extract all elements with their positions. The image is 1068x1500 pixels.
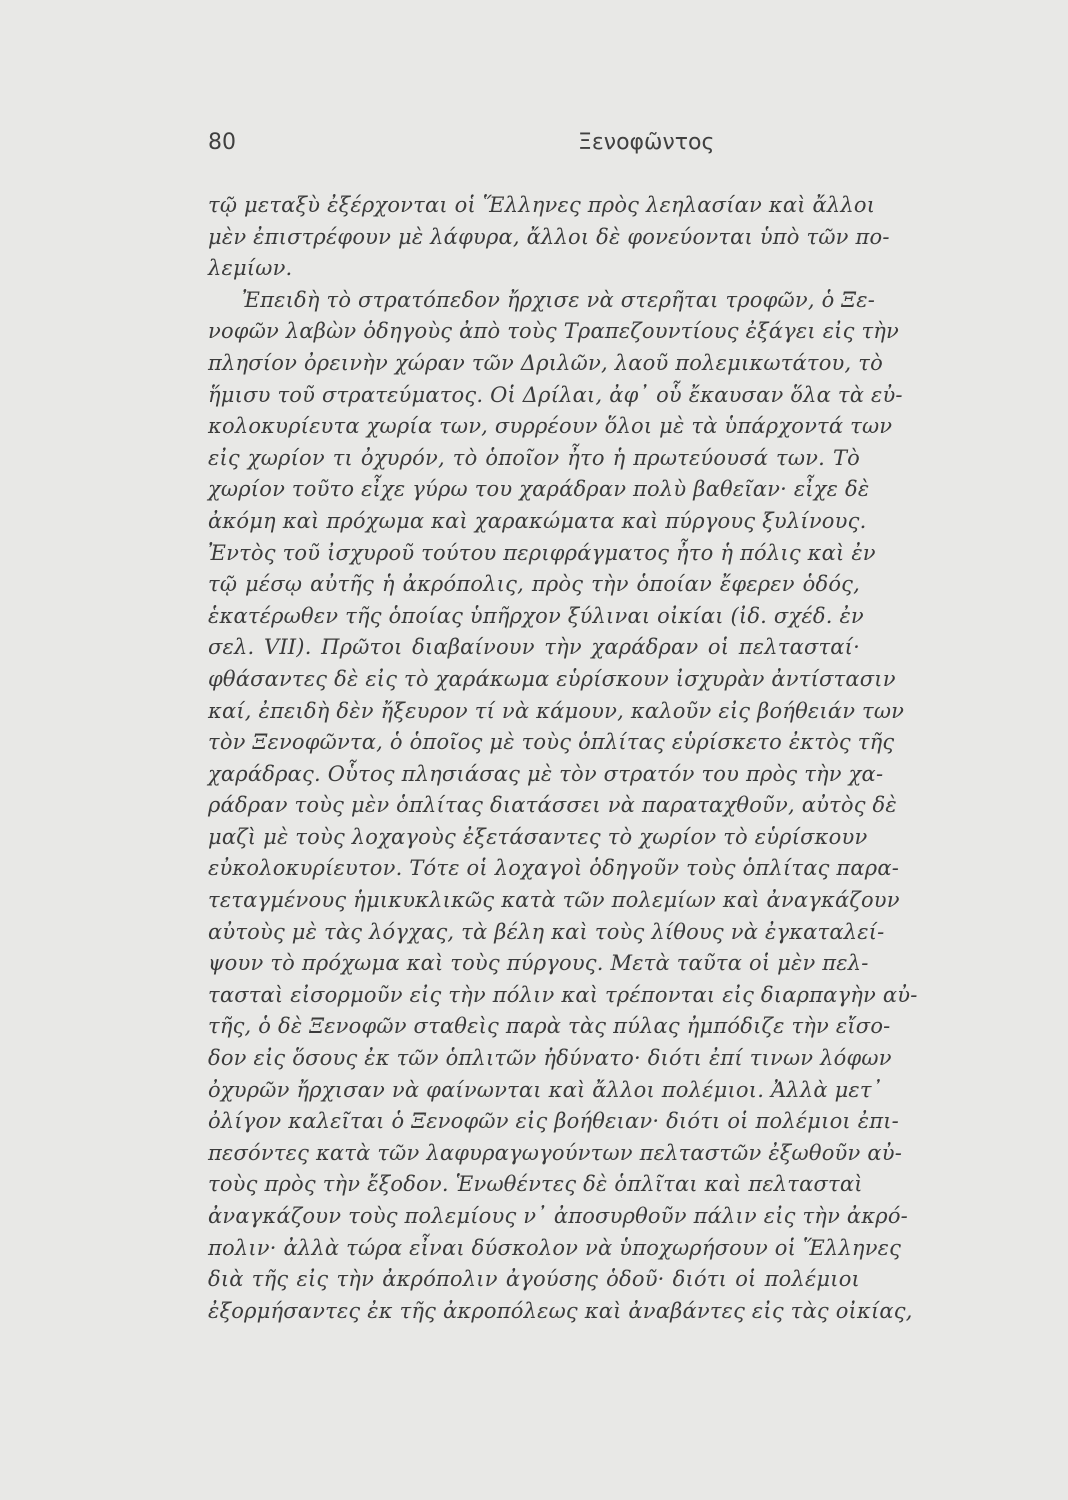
body-text — [208, 190, 918, 1327]
text-line: ψουν τὸ πρόχωμα καὶ τοὺς πύργους. Μετὰ ταῦτα οἱ μὲν πελ- — [208, 951, 869, 976]
text-line: αὐτοὺς μὲ τὰς λόγχας, τὰ βέλη καὶ τοὺς λίθους νὰ ἐγκαταλεί- — [208, 919, 885, 944]
text-line: τοὺς πρὸς τὴν ἔξοδον. Ἑνωθέντες δὲ ὁπλῖται καὶ πελτασταὶ — [208, 1172, 863, 1197]
running-title: Ξενοφῶντος — [578, 130, 715, 155]
text-line: λεμίων. — [208, 256, 293, 281]
text-line: Ἐπειδὴ τὸ στρατόπεδον ἤρχισε νὰ στερῆται τροφῶν, ὁ Ξε- — [242, 287, 876, 312]
text-line: μὲν ἐπιστρέφουν μὲ λάφυρα, ἄλλοι δὲ φονεύονται ὑπὸ τῶν πο- — [208, 224, 890, 249]
text-line: τῷ μέσῳ αὐτῆς ἡ ἀκρόπολις, πρὸς τὴν ὁποίαν ἔφερεν ὁδός, — [208, 572, 860, 597]
text-line: Ἐντὸς τοῦ ἰσχυροῦ τούτου περιφράγματος ἦτο ἡ πόλις καὶ ἐν — [208, 540, 876, 565]
text-line: τασταὶ εἰσορμοῦν εἰς τὴν πόλιν καὶ τρέπονται εἰς διαρπαγὴν αὐ- — [208, 982, 918, 1007]
text-line: κολοκυρίευτα χωρία των, συρρέουν ὅλοι μὲ τὰ ὑπάρχοντά των — [208, 414, 893, 439]
text-line: εὐκολοκυρίευτον. Τότε οἱ λοχαγοὶ ὁδηγοῦν τοὺς ὁπλίτας παρα- — [208, 856, 900, 881]
text-line: μαζὶ μὲ τοὺς λοχαγοὺς ἐξετάσαντες τὸ χωρίον τὸ εὑρίσκουν — [208, 824, 868, 849]
text-line: ἑκατέρωθεν τῆς ὁποίας ὑπῆρχον ξύλιναι οἰκίαι (ἰδ. σχέδ. ἐν — [208, 603, 864, 628]
text-line: πολιν· ἀλλὰ τώρα εἶναι δύσκολον νὰ ὑποχωρήσουν οἱ Ἕλληνες — [208, 1235, 902, 1260]
text-line: ἐξορμήσαντες ἐκ τῆς ἀκροπόλεως καὶ ἀναβάντες εἰς τὰς οἰκίας, — [208, 1298, 913, 1323]
text-line: τεταγμένους ἡμικυκλικῶς κατὰ τῶν πολεμίων καὶ ἀναγκάζουν — [208, 888, 900, 913]
text-line: δον εἰς ὅσους ἐκ τῶν ὁπλιτῶν ἠδύνατο· διότι ἐπί τινων λόφων — [208, 1046, 892, 1071]
page-header — [208, 130, 858, 164]
text-line: εἰς χωρίον τι ὀχυρόν, τὸ ὁποῖον ἦτο ἡ πρωτεύουσά των. Τὸ — [208, 445, 860, 470]
text-line: ὀλίγον καλεῖται ὁ Ξενοφῶν εἰς βοήθειαν· διότι οἱ πολέμιοι ἐπι- — [208, 1109, 899, 1134]
text-line: τῷ μεταξὺ ἐξέρχονται οἱ Ἕλληνες πρὸς λεηλασίαν καὶ ἄλλοι — [208, 193, 876, 217]
text-line: χωρίον τοῦτο εἶχε γύρω του χαράδραν πολὺ βαθεῖαν· εἶχε δὲ — [208, 477, 870, 502]
text-line: διὰ τῆς εἰς τὴν ἀκρόπολιν ἀγούσης ὁδοῦ· διότι οἱ πολέμιοι — [208, 1267, 860, 1292]
text-line: ὀχυρῶν ἤρχισαν νὰ φαίνωνται καὶ ἄλλοι πολέμιοι. Ἀλλὰ μετ᾿ — [208, 1077, 883, 1102]
text-line: ἀναγκάζουν τοὺς πολεμίους ν᾿ ἀποσυρθοῦν πάλιν εἰς τὴν ἀκρό- — [208, 1204, 908, 1228]
text-line: φθάσαντες δὲ εἰς τὸ χαράκωμα εὑρίσκουν ἰσχυρὰν ἀντίστασιν — [208, 666, 896, 691]
text-line: πεσόντες κατὰ τῶν λαφυραγωγούντων πελταστῶν ἐξωθοῦν αὐ- — [208, 1140, 903, 1165]
text-line: καί, ἐπειδὴ δὲν ἤξευρον τί νὰ κάμουν, καλοῦν εἰς βοήθειάν των — [208, 698, 905, 723]
text-line: χαράδρας. Οὗτος πλησιάσας μὲ τὸν στρατόν του πρὸς τὴν χα- — [208, 761, 884, 786]
text-line: ἀκόμη καὶ πρόχωμα καὶ χαρακώματα καὶ πύργους ξυλίνους. — [208, 508, 867, 533]
text-line: τῆς, ὁ δὲ Ξενοφῶν σταθεὶς παρὰ τὰς πύλας ἠμπόδιζε τὴν εἴσο- — [208, 1014, 891, 1039]
text-line: πλησίον ὀρεινὴν χώραν τῶν Δριλῶν, λαοῦ πολεμικωτάτου, τὸ — [208, 350, 883, 375]
text-line: τὸν Ξενοφῶντα, ὁ ὁποῖος μὲ τοὺς ὁπλίτας εὑρίσκετο ἐκτὸς τῆς — [208, 730, 895, 755]
text-line: νοφῶν λαβὼν ὁδηγοὺς ἀπὸ τοὺς Τραπεζουντίους ἐξάγει εἰς τὴν — [208, 319, 900, 344]
text-line: ράδραν τοὺς μὲν ὁπλίτας διατάσσει νὰ παραταχθοῦν, αὐτὸς δὲ — [208, 793, 897, 818]
page-number: 80 — [208, 130, 236, 155]
text-line: σελ. VII). Πρῶτοι διαβαίνουν τὴν χαράδραν οἱ πελτασταί· — [208, 635, 860, 660]
text-line: ἥμισυ τοῦ στρατεύματος. Οἱ Δρίλαι, ἀφ᾿ οὗ ἔκαυσαν ὅλα τὰ εὐ- — [208, 382, 903, 407]
